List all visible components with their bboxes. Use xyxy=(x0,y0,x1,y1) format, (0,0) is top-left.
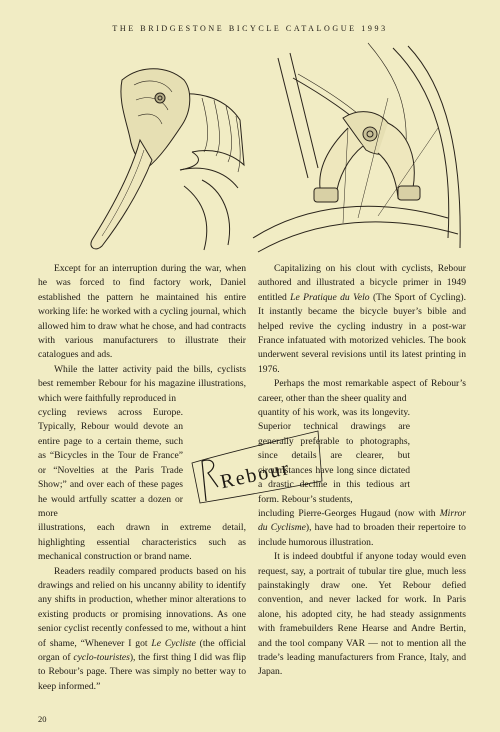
page-number: 20 xyxy=(38,714,47,724)
paragraph: It is indeed doubtful if anyone today would even request, say, a portrait of tubular tire glue, much less painstakingly draw one. Yet Rebour defied convention, and never lacked for work. In Paris alone, his adopted city, he had steady assignments with framebuilders Rene Hearse and Andre Bertin, and the tool company VAR — not to mention all the trade’s leading manufacturers from France, Italy, and Japan. xyxy=(258,551,466,678)
paragraph: illustrations, each drawn in extreme detail, highlighting essential characteristics such as mechanical construction or brand name. xyxy=(38,522,246,563)
brake-lever-illustration xyxy=(52,40,247,255)
paragraph: cycling reviews across Europe. Typically, Rebour would devote an entire page to a certain theme, such as “Bicycles in the Tour de France” or “Novelties at the Paris Trade Show;” and over each of these pages he would artfully scatter a dozen or more xyxy=(38,407,183,519)
rebour-signature xyxy=(186,425,326,505)
paragraph: quantity of his work, was its longevity. Superior technical drawings are generally preferable to photographs, since details are clearer, but circumstances have long since dictated a drastic decline in this tedious art form. Rebour’s students, xyxy=(258,407,410,505)
svg-text:Rebour: Rebour xyxy=(218,456,293,494)
paragraph: Capitalizing on his clout with cyclists, Rebour authored and illustrated a bicycle primer in 1949 entitled Le Pratique du Velo (The Sport of Cycling). It instantly became the bicycle buyer’s bible and helped revive the cycling industry in a post-war France infatuated with motorized vehicles. The book underwent several revisions until its latest printing in 1976. xyxy=(258,263,466,375)
paragraph: including Pierre-Georges Hugaud (now with Mirror du Cyclisme), have had to broaden their repertoire to include humorous illustration. xyxy=(258,507,466,548)
paragraph: Perhaps the most remarkable aspect of Rebour’s career, other than the sheer quality and xyxy=(258,378,466,404)
paragraph: Except for an interruption during the war, when he was forced to find factory work, Daniel established the pattern he maintained his entire working life: he worked with a cycling journal, which allowed him to draw what he chose, and had contracts with various manufacturers to illustrate their catalogues and ads. xyxy=(38,263,246,361)
paragraph: Readers readily compared products based on his drawings and relied on his uncanny ability to identify any shifts in production, whether minor alterations to existing products or promising innovations. As one senior cyclist recently confessed to me, without a hint of shame, “Whenever I got Le Cycliste (the official organ of cyclo-touristes), the first thing I did was flip to Rebour’s page. There was simply no better way to keep informed.” xyxy=(38,565,246,692)
running-header: THE BRIDGESTONE BICYCLE CATALOGUE 1993 xyxy=(112,24,388,33)
brake-caliper-illustration xyxy=(248,38,463,258)
paragraph: While the latter activity paid the bills, cyclists best remember Rebour for his magazine illustrations, which were faithfully reproduced in xyxy=(38,363,246,404)
